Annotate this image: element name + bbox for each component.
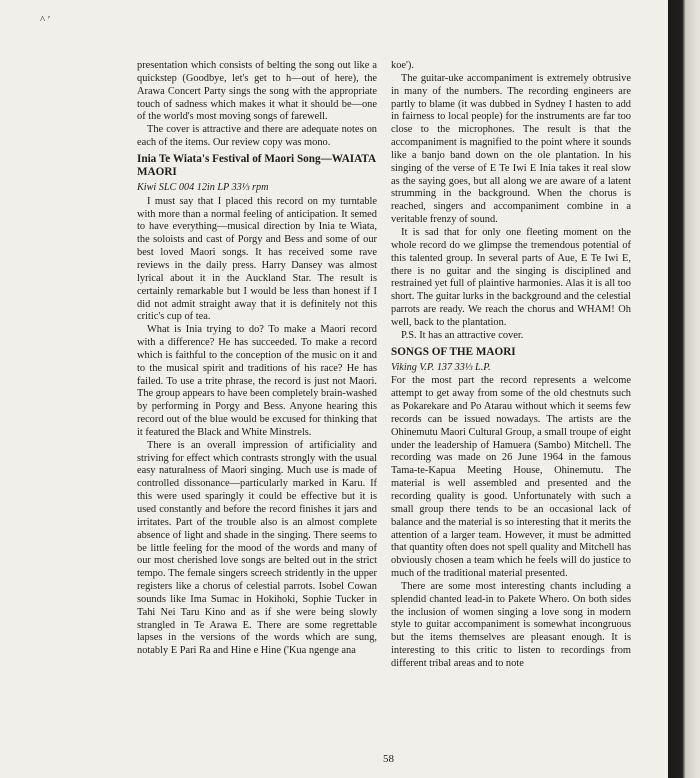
body-paragraph: P.S. It has an attractive cover. [401, 329, 524, 341]
body-paragraph: For the most part the record represents a welcome attempt to get away from some of the old chestnuts such as Pokarekare and Po Atarau without which it seems few records can be issued nowadays. The artists are the Ohinemutu Maori Cultural Group, a small troupe of eight under the leadership of Hamuera (Sambo) Mitchell. The recording was made on 26 June 1964 in the famous Tama-te-Kapua Meeting House, Ohinemutu. The material is well assembled and presented and the recording quality is good. Unfortunately with such a small group there tends to be an occasional lack of balance and the material is so interesting that it merits the attention of a larger team. However, it must be admitted that quantity often does not spell quality and Mitchell has obviously chosen a team which he feels will do justice to much of the traditional material presented. [391, 375, 631, 580]
catalogue-line: Viking V.P. 137 33⅓ L.P. [391, 361, 491, 373]
review-title-songs-of-the-maori: SONGS OF THE MAORI [391, 345, 516, 358]
right-column [391, 60, 631, 671]
body-paragraph: I must say that I placed this record on my turntable with more than a normal feeling of anticipation. It semed to have everything—musical direction by Inia te Wiata, the soloists and cast of Porgy and Bess and some of our best loved Maori songs. It has received some rave reviews in the daily press. Harry Dansey was almost lyrical about it in the Auckland Star. The result is certainly remarkable but I would be less than honest if I did not admit straight away that it is definitely not this critic's cup of tea. [137, 195, 377, 323]
body-paragraph: What is Inia trying to do? To make a Maori record with a difference? He has succeeded. To make a record which is faithful to the conception of the music on it and to the musical spirit and traditions of his race? He has failed. To use a trite phrase, the record is just not Maori. The group appears to have been completely brain-washed by performing in Porgy and Bess. Anyone hearing this record out of the blue would be excused for thinking that it featured the Black and White Minstrels. [137, 324, 377, 438]
page-number: 58 [383, 753, 394, 765]
body-paragraph: The guitar-uke accompaniment is extremely obtrusive in many of the numbers. The recording engineers are partly to blame (it was dubbed in Sydney I hasten to add in fairness to local people) for the instruments are far too close to the microphones. The result is that the accompaniment is magnified to the point where it sounds like a banjo band down on the ole plantation. In his singing of the verse of E Te Iwi E Inia takes it real slow as the saying goes, but all along we are aware of a latent strumming in the background. When the chorus is reached, singers and accompaniment combine in a veritable frenzy of sound. [391, 72, 631, 226]
body-paragraph: There is an overall impression of artificiality and striving for effect which contrasts strongly with the usual easy naturalness of Maori singing. Much use is made of controlled dissonance—particularly marked in Karu. If this were used sparingly it could be effective but it is used constantly and before the record finishes it jars and irritates. Part of the trouble also is an almost complete absence of light and shade in the singing. There seems to be little feeling for the mood of the words and many of our most cherished love songs are belted out in the strict tempo. The female singers screech stridently in the upper registers like a chorus of celestial parrots. Isobel Cowan sounds like Ima Sumac in Hokihoki, Sophie Tucker in Tahi Nei Taru Kino and as if she were being slowly strangled in Te Arawa E. There are some regrettable lapses in the versions of the words which are sung, notably E Pari Ra and Hine e Hine ('Kua ngenge ana [137, 439, 377, 657]
continued-text: koe'). [391, 60, 414, 71]
cover-note-paragraph: The cover is attractive and there are adequate notes on each of the items. Our review copy was mono. [137, 124, 377, 149]
body-paragraph: There are some most interesting chants including a splendid chanted lead-in to Pakete Whero. On both sides the inclusion of women singing a love song in modern style to guitar accompaniment is somewhat incongruous but the items themselves are pleasant enough. It is interesting to this critic to listen to recordings from different tribal areas and to note [391, 580, 631, 669]
catalogue-line: Kiwi SLC 004 12in LP 33⅓ rpm [137, 181, 269, 193]
book-spine-edge [668, 0, 700, 778]
body-paragraph: It is sad that for only one fleeting moment on the whole record do we glimpse the tremendous potential of this talented group. In several parts of Aue, E Te Iwi E, there is no guitar and the singing is disciplined and restrained yet full of plaintive harmonies. Alas it is all too short. The guitar lurks in the background and the celestial parrots are ready. We reach the chorus and WHAM! Oh well, back to the plantation. [391, 226, 631, 328]
review-title-waiata-maori: Inia Te Wiata's Festival of Maori Song—WAIATA MAORI [137, 152, 376, 178]
left-column [137, 60, 377, 658]
corner-mark: ^ ʹ [40, 14, 51, 26]
intro-paragraph: presentation which consists of belting the song out like a quickstep (Goodbye, let's get to h—out of here), the Arawa Concert Party sings the song with the appropriate touch of sadness which makes it what it should be—one of the world's most moving songs of farewell. [137, 60, 377, 123]
